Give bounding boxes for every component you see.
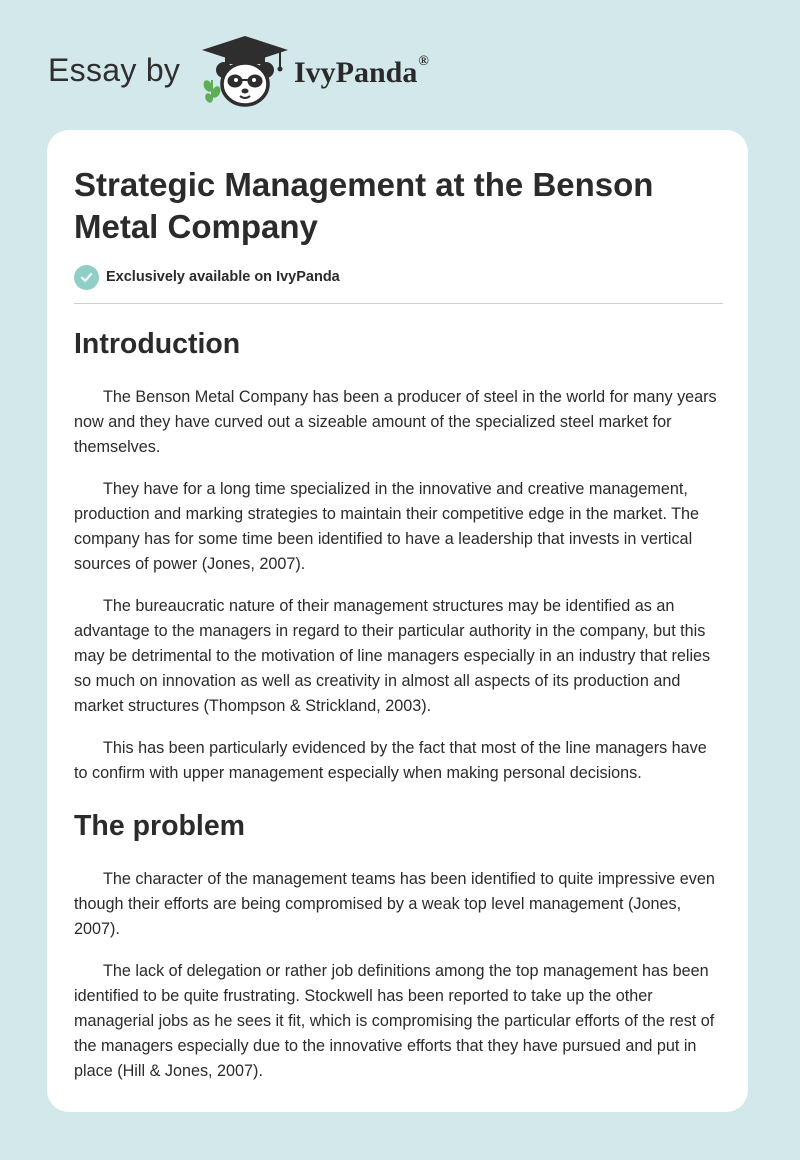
exclusive-badge: [74, 264, 340, 290]
divider: [74, 303, 723, 304]
article-card: [47, 130, 748, 1112]
registered-mark: ®: [418, 54, 429, 69]
panda-graduate-logo-icon[interactable]: [200, 34, 290, 110]
section-heading-introduction: Introduction: [74, 328, 241, 360]
site-header: [48, 34, 508, 114]
paragraph: The character of the management teams has been identified to quite impressive even though their efforts are being compromised by a weak top level management (Jones, 2007).: [74, 870, 715, 938]
paragraph: The Benson Metal Company has been a producer of steel in the world for many years now and they have curved out a sizeable amount of the specialized steel market for themselves.: [74, 388, 717, 456]
paragraph: They have for a long time specialized in the innovative and creative management, production and marking strategies to maintain their competitive edge in the market. The company has for some time been identified to have a leadership that invests in vertical sources of power (Jones, 2007).: [74, 480, 700, 573]
essay-by-label: Essay by: [48, 52, 181, 88]
check-icon: [74, 265, 99, 290]
page-title: Strategic Management at the Benson Metal Company: [74, 166, 654, 245]
paragraph: The bureaucratic nature of their management structures may be identified as an advantage to the managers in regard to their particular authority in the company, but this may be detrimental to the motivation of line managers especially in an industry that relies so much on innovation as well as creativity in almost all aspects of its production and market structures (Thompson & Strickland, 2003).: [74, 597, 711, 715]
section-heading-the-problem: The problem: [74, 810, 246, 842]
exclusive-badge-label: Exclusively available on IvyPanda: [106, 269, 340, 285]
paragraph: This has been particularly evidenced by the fact that most of the line managers have to confirm with upper management especially when making personal decisions.: [74, 739, 707, 782]
paragraph: The lack of delegation or rather job definitions among the top management has been identified to be quite frustrating. Stockwell has been reported to take up the other managerial jobs as he sees it fit, which is compromising the particular efforts of the rest of the managers especially due to the innovative efforts that they have pursued and put in place (Hill & Jones, 2007).: [74, 962, 715, 1080]
brand-name[interactable]: IvyPanda®: [294, 54, 429, 89]
article-body: [74, 324, 723, 1084]
